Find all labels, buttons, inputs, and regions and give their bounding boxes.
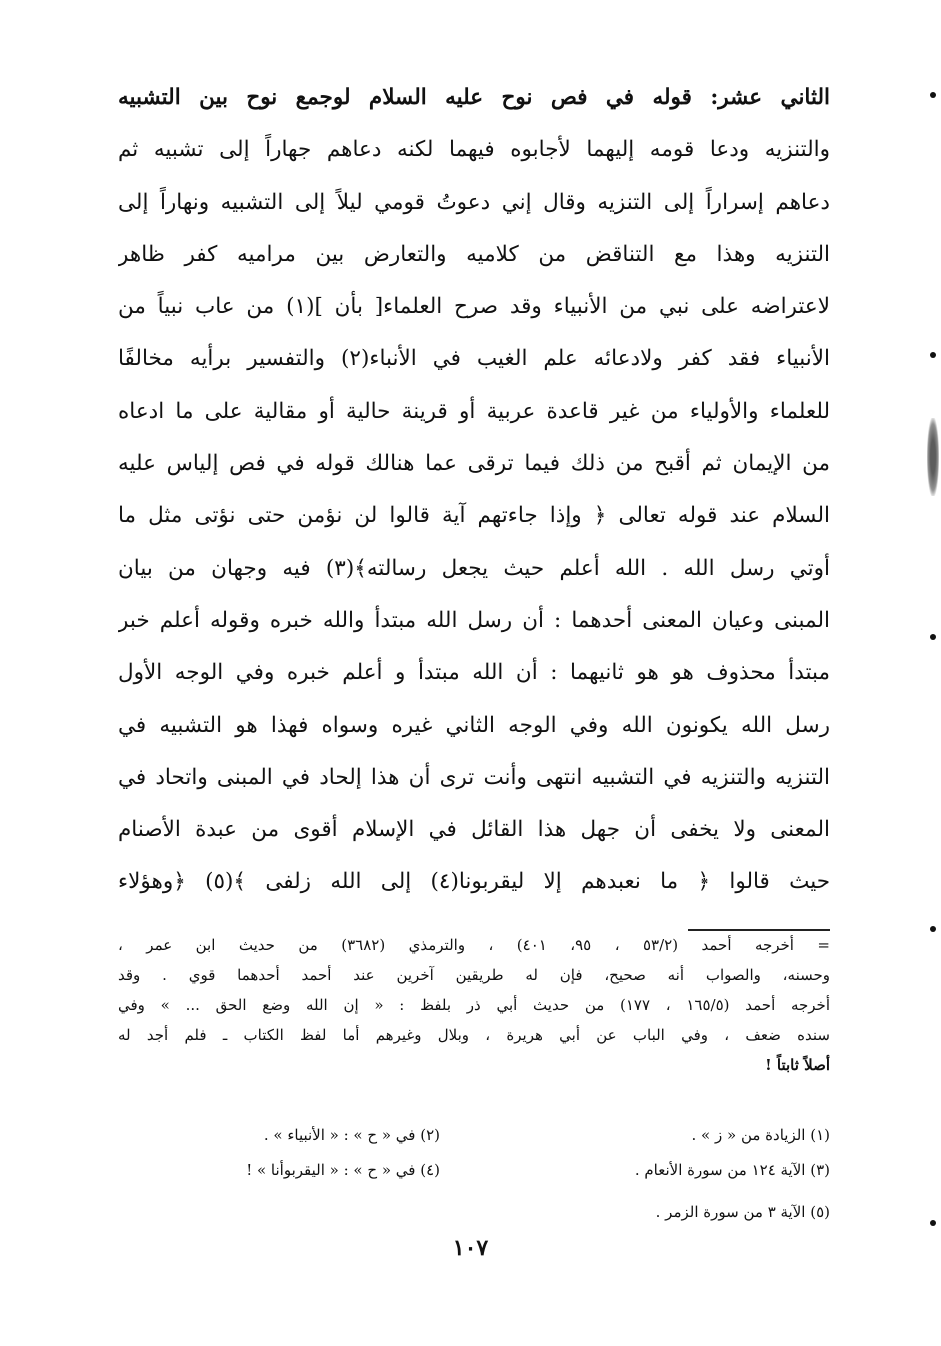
text-line: رسل الله يكونون الله وفي الوجه الثاني غيره وسواه فهذا هو التشبيه في xyxy=(118,712,830,738)
footnote-row xyxy=(118,1120,830,1150)
footnote-continuation xyxy=(118,930,830,1080)
text-line: المبنى وعيان المعنى أحدهما : أن رسل الله مبتدأ والله خبره وقوله أعلم خبر xyxy=(118,607,830,633)
footnote-row xyxy=(118,1155,830,1185)
footnote-4: (٤) في « ح » : « اليقربوأنا » ! xyxy=(246,1161,440,1179)
page-number: ١٠٧ xyxy=(452,1235,489,1261)
text-line: الأنبياء فقد كفر ولادعائه علم الغيب في الأنباء(٢) والتفسير برأيه مخالفًا xyxy=(118,346,830,372)
text-line: من الإيمان ثم أقبح من ذلك فيما ترقى عما هنالك قوله في فص إلياس عليه xyxy=(118,451,830,477)
text-line: التنزيه والتنزيه في التشبيه انتهى وأنت ترى أن هذا إلحاد في المبنى واتحاد في xyxy=(118,764,830,790)
text-line: المعنى ولا يخفى أن جهل هذا القائل في الإسلام أقوى من عبدة الأصنام xyxy=(118,817,830,843)
scan-dot xyxy=(930,926,936,932)
footnote-line: أصلاً ثابتاً ! xyxy=(765,1056,830,1074)
footnote-line: = أخرجه أحمد (٥٣/٢ ، ٩٥، ٤٠١) ، والترمذي (٣٦٨٢) من حديث ابن عمر ، xyxy=(118,936,830,954)
text-line: حيث قالوا ﴿ ما نعبدهم إلا ليقربونا(٤) إلى الله زلفى ﴾(٥) ﴿وهؤلاء xyxy=(118,869,830,895)
footnote-1: (١) الزيادة من « ز » . xyxy=(691,1126,830,1144)
text-line: لاعتراضه على نبي من الأنبياء وقد صرح العلماء[ بأن ](١) من عاب نبياً من xyxy=(118,294,830,320)
text-line: التنزيه وهذا مع التناقض من كلاميه والتعارض بين مراميه كفر ظاهر xyxy=(118,241,830,267)
text-line: السلام عند قوله تعالى ﴿ وإذا جاءتهم آية قالوا لن نؤمن حتى نؤتى مثل ما xyxy=(118,503,830,529)
scan-dot xyxy=(930,92,936,98)
scan-binding-mark xyxy=(927,418,939,496)
text-line: الثاني عشر: قوله في فص نوح عليه السلام لوجمع نوح بين التشبيه xyxy=(118,85,830,110)
text-line: أوتي رسل الله . الله أعلم حيث يجعل رسالته﴾(٣) فيه وجهان من بيان xyxy=(118,555,830,581)
footnote-3: (٣) الآية ١٢٤ من سورة الأنعام . xyxy=(634,1161,830,1179)
footnote-5: (٥) الآية ٣ من سورة الزمر . xyxy=(655,1203,830,1221)
footnote-line: أخرجه أحمد (١٦٥/٥ ، ١٧٧) من حديث أبي ذر بلفظ : « إن الله وضع الحق ... » وفي xyxy=(118,996,830,1014)
scan-dot xyxy=(930,1220,936,1226)
footnote-2: (٢) في « ح » : « الأنبياء » . xyxy=(263,1126,440,1144)
scan-dot xyxy=(930,352,936,358)
scan-dot xyxy=(930,634,936,640)
text-line: مبتدأ محذوف هو هو ثانيهما : أن الله مبتدأ و أعلم خبره وفي الوجه الأول xyxy=(118,660,830,686)
text-line: للعلماء والأولياء من غير قاعدة عربية أو قرينة حالية أو مقالية على ما ادعاه xyxy=(118,398,830,424)
footnote-line: وحسنه، والصواب أنه صحيح، فإن له طريقين آخرين عند أحمد أحدهما قوي . وقد xyxy=(118,966,830,984)
text-line: والتنزيه ودعا قومه إليهما لأجابوه فيهما لكنه دعاهم جهاراً إلى تشبيه ثم xyxy=(118,137,830,163)
footnote-row xyxy=(118,1197,830,1227)
text-line: دعاهم إسراراً إلى التنزيه وقال إني دعوتُ قومي ليلاً إلى التشبيه ونهاراً إلى xyxy=(118,189,830,215)
footnote-line: سنده ضعف ، وفي الباب عن أبي هريرة ، وبلال وغيرهم أما لفظ الكتاب ـ فلم أجد له xyxy=(118,1026,830,1044)
main-text xyxy=(118,72,830,909)
